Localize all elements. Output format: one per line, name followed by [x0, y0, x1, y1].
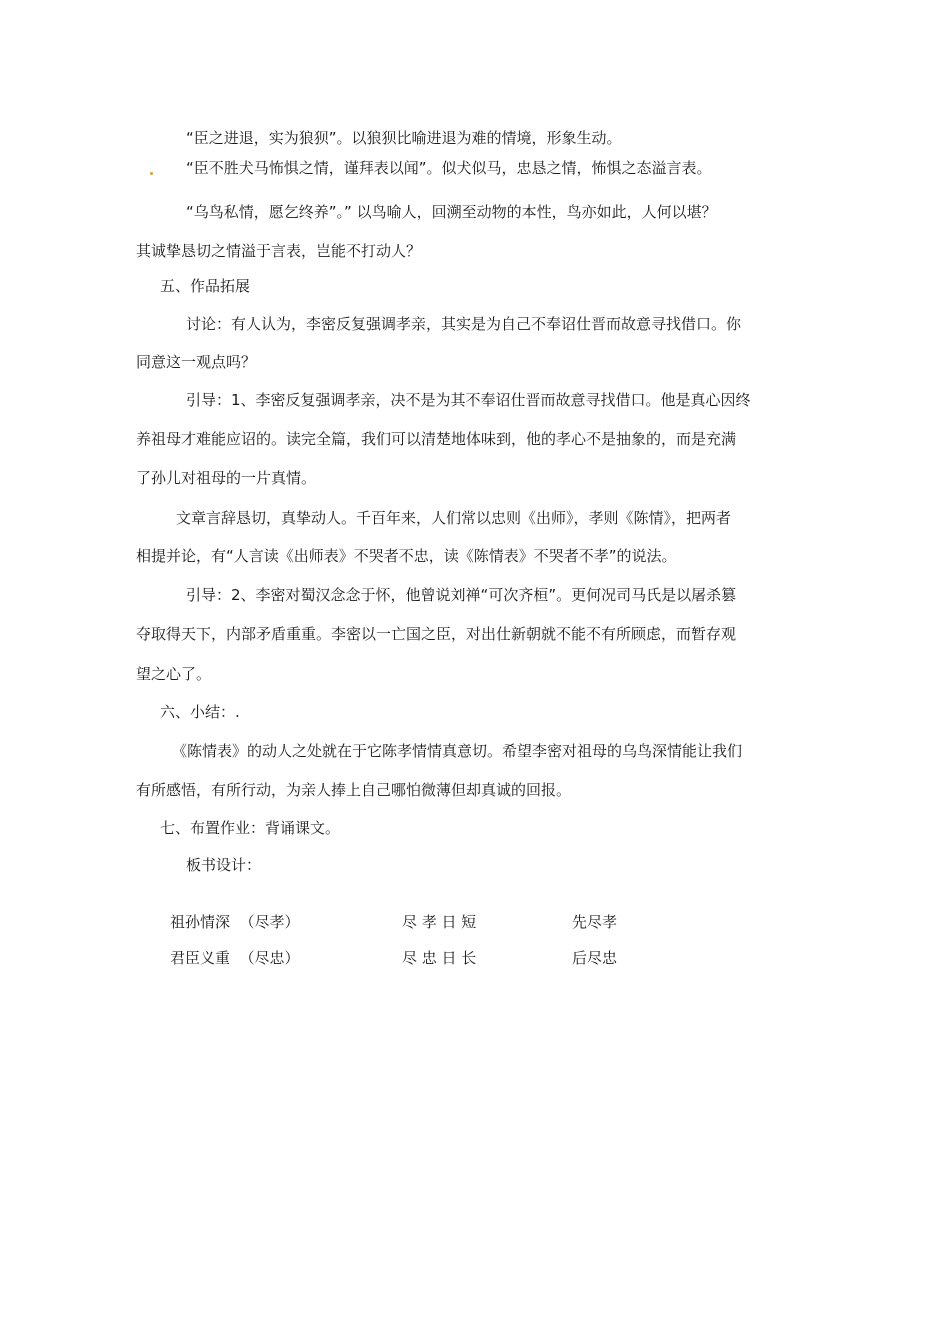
board-row1-col1: 祖孙情深 （尽孝） [170, 913, 300, 931]
text-line: 有所感悟，有所行动，为亲人捧上自己哪怕微薄但却真诚的回报。 [136, 781, 572, 799]
text-line: 养祖母才难能应诏的。读完全篇，我们可以清楚地体味到，他的孝心不是抽象的，而是充满 [136, 430, 737, 448]
board-row2-col3: 后尽忠 [572, 949, 618, 967]
text-line: 文章言辞恳切，真挚动人。千百年来，人们常以忠则《出师》，孝则《陈情》，把两者 [176, 509, 732, 527]
text-line: 讨论：有人认为，李密反复强调孝亲，其实是为自己不奉诏仕晋而故意寻找借口。你 [186, 315, 742, 333]
bullet-mark [150, 172, 153, 175]
text-line: 相提并论，有“人言读《出师表》不哭者不忠，读《陈情表》不哭者不孝”的说法。 [136, 547, 677, 565]
board-row2-col2: 尽 忠 日 长 [402, 949, 477, 967]
text-line: “臣不胜犬马怖惧之情，谨拜表以闻”。似犬似马，忠恳之情，怖惧之态溢言表。 [186, 159, 712, 177]
section-heading: 七、布置作业：背诵课文。 [160, 819, 341, 837]
text-line: 同意这一观点吗？ [136, 353, 257, 371]
text-line: 《陈情表》的动人之处就在于它陈孝情情真意切。希望李密对祖母的乌鸟深情能让我们 [172, 742, 743, 760]
text-line: 其诚挚恳切之情溢于言表，岂能不打动人？ [136, 242, 422, 260]
section-heading: 五、作品拓展 [160, 277, 251, 295]
text-line: 了孙儿对祖母的一片真情。 [136, 469, 317, 487]
section-heading: 六、小结：. [160, 703, 240, 721]
board-row1-col2: 尽 孝 日 短 [402, 913, 477, 931]
text-line: 引导：1、李密反复强调孝亲，决不是为其不奉诏仕晋而故意寻找借口。他是真心因终 [186, 391, 751, 409]
text-line: 望之心了。 [136, 665, 212, 683]
text-line: 引导：2、李密对蜀汉念念于怀，他曾说刘禅“可次齐桓”。更何况司马氏是以屠杀篡 [186, 586, 737, 604]
board-row2-col1: 君臣义重 （尽忠） [170, 949, 300, 967]
board-row1-col3: 先尽孝 [572, 913, 618, 931]
text-line: 夺取得天下，内部矛盾重重。李密以一亡国之臣，对出仕新朝就不能不有所顾虑，而暂存观 [136, 625, 737, 643]
text-line: “臣之进退，实为狼狈”。以狼狈比喻进退为难的情境，形象生动。 [186, 129, 622, 147]
section-heading: 板书设计： [186, 856, 262, 874]
text-line: “乌鸟私情，愿乞终养”。” 以鸟喻人，回溯至动物的本性，鸟亦如此，人何以堪？ [186, 203, 717, 221]
